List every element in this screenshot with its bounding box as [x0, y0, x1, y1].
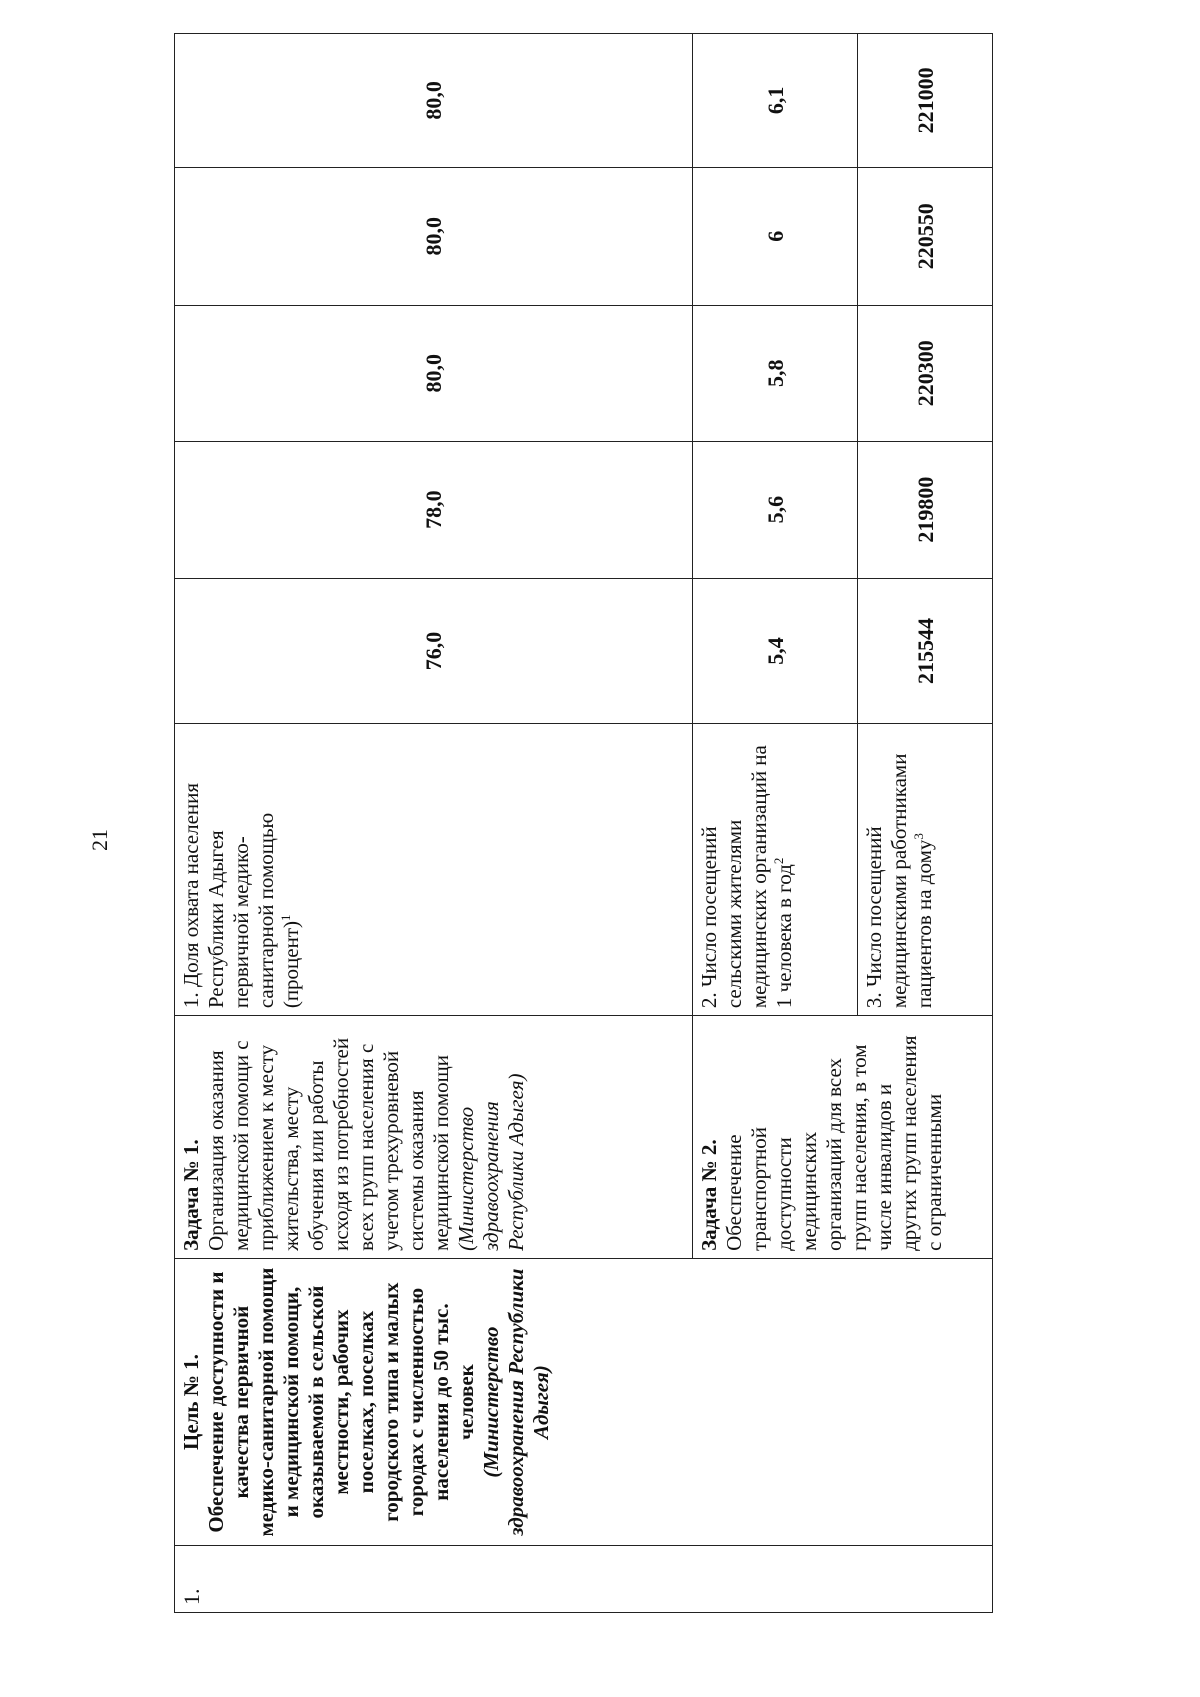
indicator-2-value-1: 5,4	[693, 578, 858, 724]
indicator-3-value-5: 221000	[858, 34, 993, 168]
indicator-1-value-3: 80,0	[175, 305, 693, 441]
indicator-1-value-5: 80,0	[175, 34, 693, 168]
indicator-2-value-4: 6	[693, 167, 858, 305]
page-number: 21	[87, 829, 112, 851]
indicators-table	[174, 33, 993, 1613]
indicator-3-value-2: 219800	[858, 441, 993, 578]
task-2-cell	[693, 1016, 993, 1259]
indicator-1-value-4: 80,0	[175, 167, 693, 305]
task-2-text: Обеспечение транспортной доступности медицинских организаций для всех групп населения, в том числе инвалидов и других групп населения с ограниченными	[722, 1035, 946, 1251]
rotated-table-wrapper	[174, 33, 1094, 1613]
task-1-text: Организация оказания медицинской помощи с приближением к месту жительства, месту обучения или работы исходя из потребностей всех групп населения с учетом трехуровневой системы оказания медицинской помощи	[204, 1037, 453, 1251]
indicator-1-cell: 1. Доля охвата населения Республики Адыгея первичной медико- санитарной помощью (процент)$^1$	[175, 724, 693, 1016]
indicator-1-value-2: 78,0	[175, 441, 693, 578]
indicator-1-value-1: 76,0	[175, 578, 693, 724]
task-1-cell	[175, 1016, 693, 1259]
goal-cell	[175, 1258, 993, 1545]
indicator-2-value-5: 6,1	[693, 34, 858, 168]
table-stage	[174, 33, 1094, 1613]
goal-title: Цель № 1.	[179, 1354, 203, 1451]
row-number-cell: 1.	[175, 1546, 993, 1613]
indicator-2-value-2: 5,6	[693, 441, 858, 578]
goal-agency: (Министерство здравоохранения Республики Адыгея)	[479, 1268, 553, 1536]
indicator-3-value-1: 215544	[858, 578, 993, 724]
indicator-2-value-3: 5,8	[693, 305, 858, 441]
indicator-2-cell: 2. Число посещений сельскими жителями медицинских организаций на 1 человека в год$^2$	[693, 724, 858, 1016]
indicator-3-value-3: 220300	[858, 305, 993, 441]
indicator-3-cell: 3. Число посещений медицинскими работниками пациентов на дому$^3$	[858, 724, 993, 1016]
goal-text: Обеспечение доступности и качества первичной медико-санитарной помощи и медицинской помощи, оказываемой в сельской местности, рабочих поселках, поселках городского типа и малых городах с численностью населения до 50 тыс. человек	[204, 1267, 478, 1537]
task-2-title: Задача № 2.	[697, 1139, 721, 1251]
task-1-title: Задача № 1.	[179, 1139, 203, 1251]
task-1-agency: (Министерство здравоохранения Республики Адыгея)	[454, 1073, 528, 1251]
indicator-3-value-4: 220550	[858, 167, 993, 305]
table-row	[175, 34, 693, 1613]
